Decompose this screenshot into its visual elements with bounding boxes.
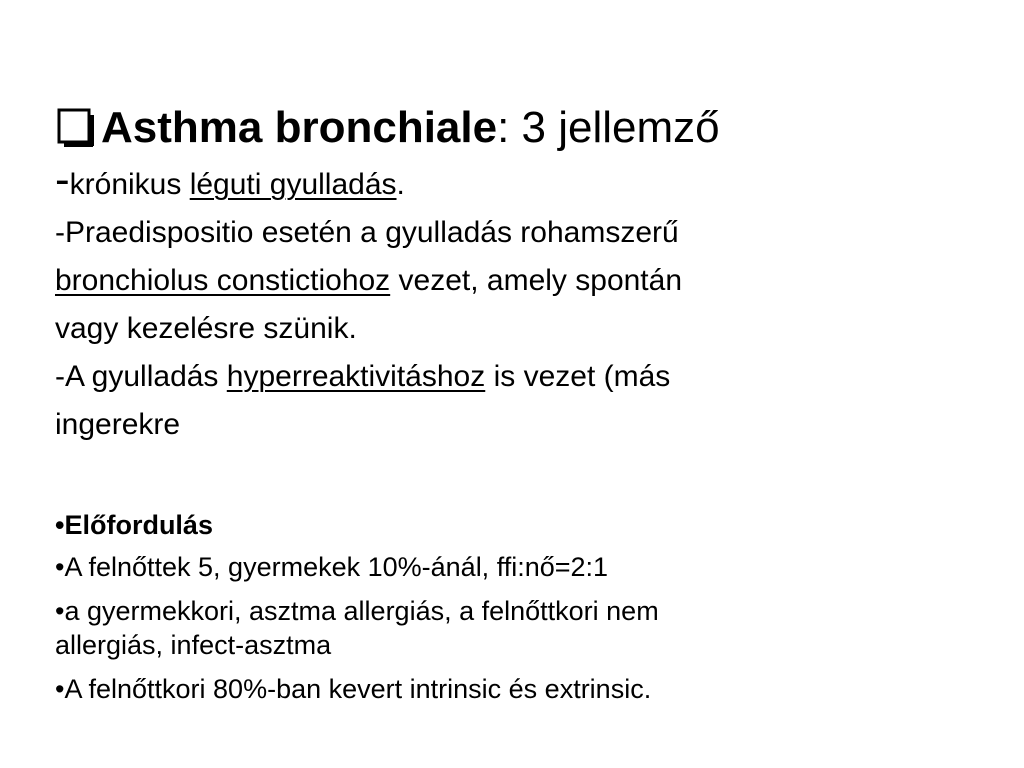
bullet-item: •A felnőttkori 80%-ban kevert intrinsic és extrinsic. (55, 674, 652, 704)
point-dash: - (55, 155, 70, 204)
point-chronic-inflammation (55, 155, 985, 209)
underlined-term: bronchiolus constictiohoz (55, 264, 391, 297)
point-text: . (396, 168, 405, 201)
bullet-item: •a gyermekkori, asztma allergiás, a felnőttkori nem (55, 596, 659, 626)
characteristics-list (55, 155, 985, 449)
point-bronchiolus (55, 257, 985, 305)
underlined-term: léguti gyulladás (189, 168, 397, 201)
point-text: vezet, amely spontán (390, 264, 683, 297)
bullet-heading: •Előfordulás (55, 510, 213, 540)
underlined-term: hyperreaktivitáshoz (226, 360, 486, 393)
bullet-item: •A felnőttek 5, gyermekek 10%-ánál, ffi:nő=2:1 (55, 552, 609, 582)
content-block (55, 98, 985, 449)
title-rest-text: : 3 jellemző (497, 103, 720, 152)
point-text: -A gyulladás (55, 360, 227, 393)
occurrence-bullets (55, 508, 985, 716)
point-hyperreactivity (55, 353, 985, 401)
checkbox-icon (55, 104, 95, 148)
point-text: is vezet (más (485, 360, 671, 393)
point-text: krónikus (69, 168, 190, 201)
point-text-line: ingerekre (55, 408, 181, 441)
slide-title (55, 98, 985, 158)
bullet-item-continuation: allergiás, infect-asztma (55, 630, 332, 660)
title-bold-text: Asthma bronchiale (101, 103, 498, 152)
point-text-line: -Praedispositio esetén a gyulladás rohamszerű (55, 216, 679, 249)
point-text-line: vagy kezelésre szünik. (55, 312, 357, 345)
